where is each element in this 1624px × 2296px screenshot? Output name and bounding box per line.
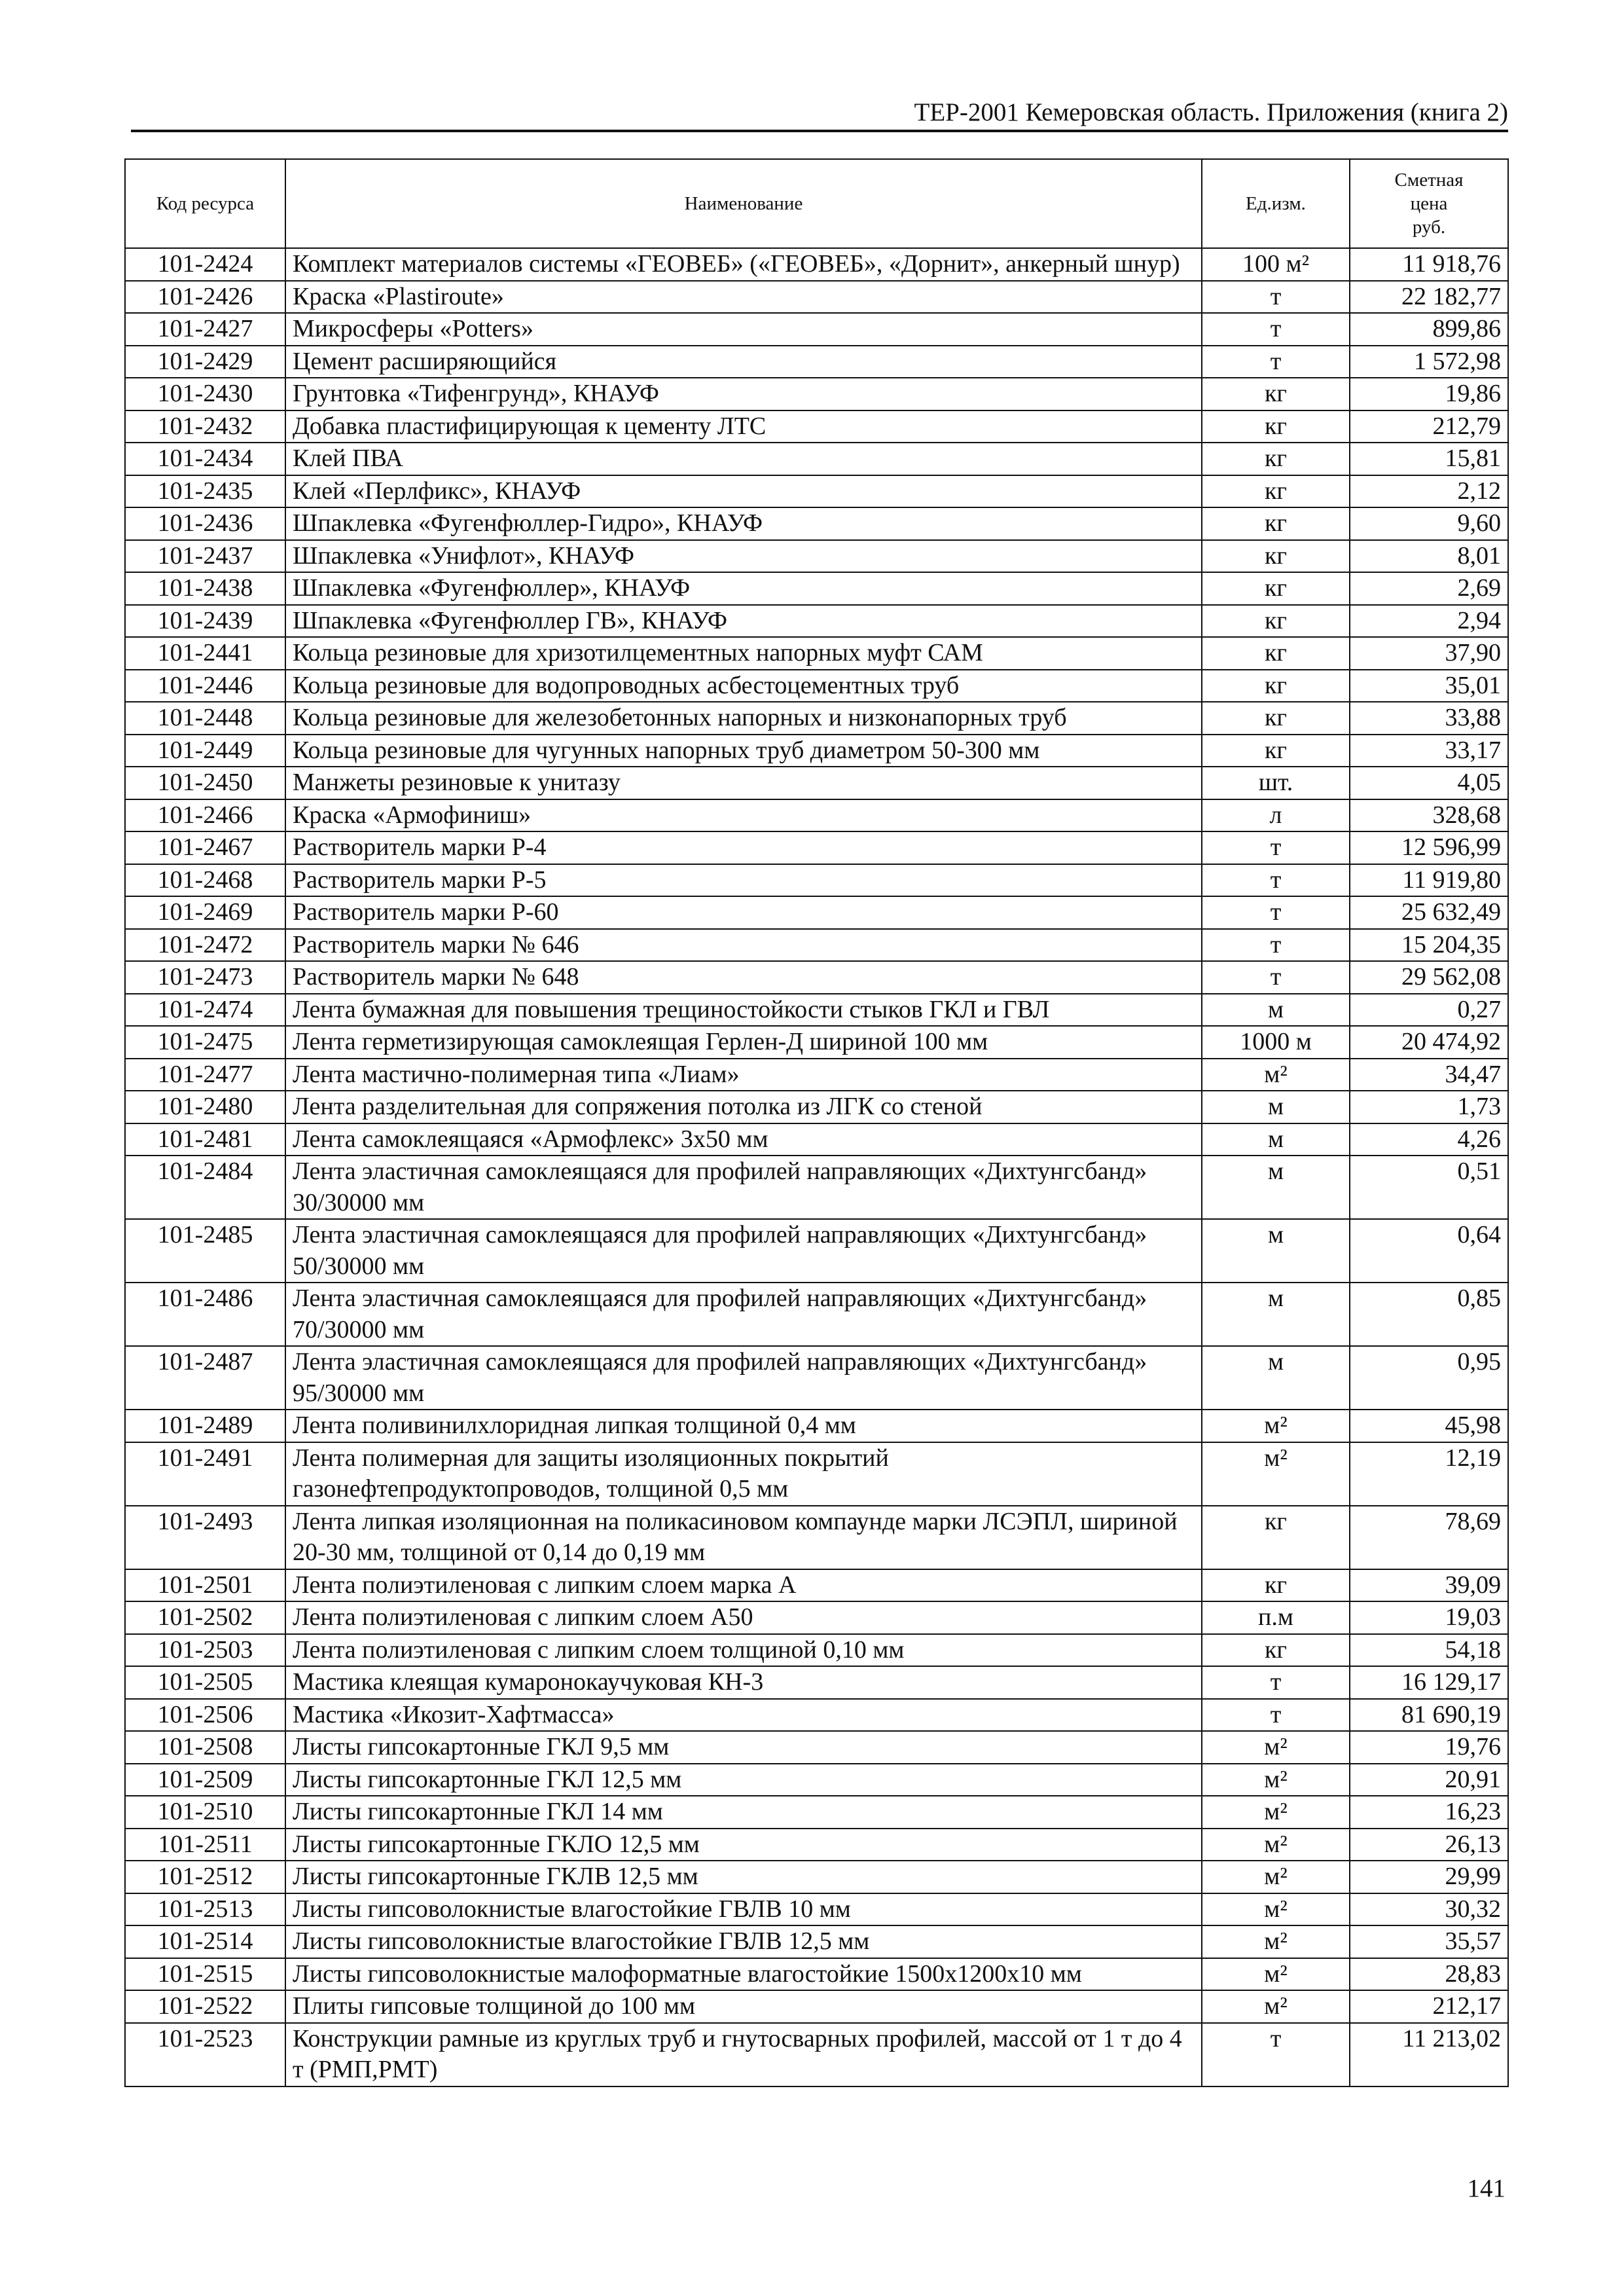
cell-unit: м² bbox=[1202, 1829, 1350, 1861]
table-row bbox=[125, 1861, 1508, 1893]
cell-price: 19,03 bbox=[1350, 1601, 1508, 1634]
cell-code: 101-2468 bbox=[125, 864, 285, 897]
cell-name: Растворитель марки Р-4 bbox=[285, 831, 1202, 864]
cell-code: 101-2426 bbox=[125, 281, 285, 314]
cell-price: 33,88 bbox=[1350, 702, 1508, 735]
table-row bbox=[125, 1796, 1508, 1829]
table-row bbox=[125, 313, 1508, 346]
cell-code: 101-2515 bbox=[125, 1958, 285, 1991]
cell-price: 39,09 bbox=[1350, 1569, 1508, 1602]
cell-unit: м² bbox=[1202, 1059, 1350, 1091]
cell-name: Лента эластичная самоклеящаяся для профилей направляющих «Дихтунгсбанд» 95/30000 мм bbox=[285, 1346, 1202, 1410]
header-rule bbox=[131, 130, 1508, 132]
table-row bbox=[125, 896, 1508, 929]
cell-price: 28,83 bbox=[1350, 1958, 1508, 1991]
cell-code: 101-2474 bbox=[125, 994, 285, 1027]
cell-code: 101-2448 bbox=[125, 702, 285, 735]
cell-price: 4,26 bbox=[1350, 1123, 1508, 1156]
cell-code: 101-2480 bbox=[125, 1091, 285, 1123]
cell-code: 101-2481 bbox=[125, 1123, 285, 1156]
cell-price: 899,86 bbox=[1350, 313, 1508, 346]
table-row bbox=[125, 1506, 1508, 1569]
cell-name: Кольца резиновые для водопроводных асбестоцементных труб bbox=[285, 670, 1202, 702]
cell-code: 101-2523 bbox=[125, 2023, 285, 2086]
cell-price: 212,17 bbox=[1350, 1990, 1508, 2023]
table-row bbox=[125, 605, 1508, 638]
cell-price: 15,81 bbox=[1350, 443, 1508, 475]
cell-unit: м² bbox=[1202, 1990, 1350, 2023]
cell-name: Растворитель марки № 646 bbox=[285, 929, 1202, 962]
cell-name: Листы гипсоволокнистые влагостойкие ГВЛВ 12,5 мм bbox=[285, 1925, 1202, 1958]
table-row bbox=[125, 1925, 1508, 1958]
cell-price: 9,60 bbox=[1350, 507, 1508, 540]
cell-name: Растворитель марки Р-60 bbox=[285, 896, 1202, 929]
cell-price: 19,86 bbox=[1350, 378, 1508, 410]
cell-price: 12 596,99 bbox=[1350, 831, 1508, 864]
table-row bbox=[125, 572, 1508, 605]
cell-name: Растворитель марки Р-5 bbox=[285, 864, 1202, 897]
cell-price: 16 129,17 bbox=[1350, 1666, 1508, 1699]
cell-unit: т bbox=[1202, 2023, 1350, 2086]
cell-price: 1 572,98 bbox=[1350, 346, 1508, 378]
cell-unit: м² bbox=[1202, 1442, 1350, 1506]
cell-unit: кг bbox=[1202, 702, 1350, 735]
cell-price: 11 919,80 bbox=[1350, 864, 1508, 897]
cell-price: 35,57 bbox=[1350, 1925, 1508, 1958]
cell-unit: м² bbox=[1202, 1764, 1350, 1796]
cell-unit: кг bbox=[1202, 735, 1350, 767]
cell-name: Краска «Plastiroute» bbox=[285, 281, 1202, 314]
table-row bbox=[125, 248, 1508, 281]
cell-price: 34,47 bbox=[1350, 1059, 1508, 1091]
cell-unit: м² bbox=[1202, 1861, 1350, 1893]
cell-name: Мастика «Икозит-Хафтмасса» bbox=[285, 1699, 1202, 1732]
cell-code: 101-2491 bbox=[125, 1442, 285, 1506]
cell-code: 101-2505 bbox=[125, 1666, 285, 1699]
cell-name: Листы гипсокартонные ГКЛ 12,5 мм bbox=[285, 1764, 1202, 1796]
cell-unit: кг bbox=[1202, 410, 1350, 443]
cell-unit: т bbox=[1202, 1699, 1350, 1732]
table-row bbox=[125, 1731, 1508, 1764]
cell-code: 101-2503 bbox=[125, 1634, 285, 1667]
table-row bbox=[125, 1958, 1508, 1991]
table-row bbox=[125, 281, 1508, 314]
cell-price: 33,17 bbox=[1350, 735, 1508, 767]
cell-code: 101-2435 bbox=[125, 475, 285, 508]
cell-unit: м² bbox=[1202, 1925, 1350, 1958]
cell-name: Лента эластичная самоклеящаяся для профилей направляющих «Дихтунгсбанд» 70/30000 мм bbox=[285, 1283, 1202, 1346]
cell-unit: т bbox=[1202, 313, 1350, 346]
resource-price-table bbox=[124, 158, 1509, 2087]
cell-name: Листы гипсокартонные ГКЛО 12,5 мм bbox=[285, 1829, 1202, 1861]
cell-name: Шпаклевка «Фугенфюллер-Гидро», КНАУФ bbox=[285, 507, 1202, 540]
table-row bbox=[125, 540, 1508, 573]
cell-price: 19,76 bbox=[1350, 1731, 1508, 1764]
cell-name: Лента полиэтиленовая с липким слоем марка А bbox=[285, 1569, 1202, 1602]
cell-name: Кольца резиновые для железобетонных напорных и низконапорных труб bbox=[285, 702, 1202, 735]
cell-unit: м bbox=[1202, 1219, 1350, 1283]
cell-code: 101-2467 bbox=[125, 831, 285, 864]
cell-name: Лента липкая изоляционная на поликасиновом компаунде марки ЛСЭПЛ, шириной 20-30 мм, толщиной от 0,14 до 0,19 мм bbox=[285, 1506, 1202, 1569]
cell-code: 101-2513 bbox=[125, 1893, 285, 1926]
cell-unit: т bbox=[1202, 929, 1350, 962]
table-row bbox=[125, 864, 1508, 897]
cell-name: Микросферы «Potters» bbox=[285, 313, 1202, 346]
cell-unit: кг bbox=[1202, 1506, 1350, 1569]
cell-code: 101-2473 bbox=[125, 961, 285, 994]
table-row bbox=[125, 2023, 1508, 2086]
cell-name: Шпаклевка «Фугенфюллер», КНАУФ bbox=[285, 572, 1202, 605]
cell-unit: кг bbox=[1202, 572, 1350, 605]
cell-code: 101-2466 bbox=[125, 799, 285, 832]
column-header-code: Код ресурса bbox=[125, 159, 285, 248]
table-row bbox=[125, 831, 1508, 864]
table-row bbox=[125, 443, 1508, 475]
cell-price: 0,27 bbox=[1350, 994, 1508, 1027]
cell-name: Клей ПВА bbox=[285, 443, 1202, 475]
cell-name: Листы гипсокартонные ГКЛ 9,5 мм bbox=[285, 1731, 1202, 1764]
cell-code: 101-2439 bbox=[125, 605, 285, 638]
cell-unit: т bbox=[1202, 346, 1350, 378]
table-row bbox=[125, 1569, 1508, 1602]
cell-name: Клей «Перлфикс», КНАУФ bbox=[285, 475, 1202, 508]
cell-name: Лента поливинилхлоридная липкая толщиной 0,4 мм bbox=[285, 1410, 1202, 1442]
cell-name: Листы гипсоволокнистые влагостойкие ГВЛВ 10 мм bbox=[285, 1893, 1202, 1926]
cell-code: 101-2438 bbox=[125, 572, 285, 605]
cell-name: Краска «Армофиниш» bbox=[285, 799, 1202, 832]
table-row bbox=[125, 735, 1508, 767]
table-row bbox=[125, 767, 1508, 799]
cell-name: Комплект материалов системы «ГЕОВЕБ» («ГЕОВЕБ», «Дорнит», анкерный шнур) bbox=[285, 248, 1202, 281]
cell-code: 101-2502 bbox=[125, 1601, 285, 1634]
table-row bbox=[125, 1990, 1508, 2023]
cell-price: 26,13 bbox=[1350, 1829, 1508, 1861]
cell-name: Листы гипсокартонные ГКЛ 14 мм bbox=[285, 1796, 1202, 1829]
cell-name: Цемент расширяющийся bbox=[285, 346, 1202, 378]
cell-price: 2,69 bbox=[1350, 572, 1508, 605]
cell-unit: м bbox=[1202, 1346, 1350, 1410]
table-row bbox=[125, 475, 1508, 508]
running-header: ТЕР-2001 Кемеровская область. Приложения (книга 2) bbox=[914, 98, 1508, 126]
cell-unit: кг bbox=[1202, 378, 1350, 410]
table-row bbox=[125, 637, 1508, 670]
cell-price: 328,68 bbox=[1350, 799, 1508, 832]
cell-price: 1,73 bbox=[1350, 1091, 1508, 1123]
table-row bbox=[125, 1699, 1508, 1732]
cell-name: Лента эластичная самоклеящаяся для профилей направляющих «Дихтунгсбанд» 50/30000 мм bbox=[285, 1219, 1202, 1283]
cell-price: 0,64 bbox=[1350, 1219, 1508, 1283]
table-row bbox=[125, 1091, 1508, 1123]
cell-unit: м bbox=[1202, 1091, 1350, 1123]
cell-name: Лента эластичная самоклеящаяся для профилей направляющих «Дихтунгсбанд» 30/30000 мм bbox=[285, 1156, 1202, 1219]
cell-unit: м bbox=[1202, 1156, 1350, 1219]
cell-price: 2,12 bbox=[1350, 475, 1508, 508]
table-row bbox=[125, 1026, 1508, 1059]
cell-code: 101-2487 bbox=[125, 1346, 285, 1410]
cell-code: 101-2485 bbox=[125, 1219, 285, 1283]
cell-unit: кг bbox=[1202, 605, 1350, 638]
cell-name: Мастика клеящая кумаронокаучуковая КН-3 bbox=[285, 1666, 1202, 1699]
cell-name: Лента полиэтиленовая с липким слоем А50 bbox=[285, 1601, 1202, 1634]
cell-price: 11 918,76 bbox=[1350, 248, 1508, 281]
table-row bbox=[125, 1283, 1508, 1346]
cell-code: 101-2486 bbox=[125, 1283, 285, 1346]
table-row bbox=[125, 1346, 1508, 1410]
cell-price: 78,69 bbox=[1350, 1506, 1508, 1569]
table-header-row bbox=[125, 159, 1508, 248]
cell-name: Лента разделительная для сопряжения потолка из ЛГК со стеной bbox=[285, 1091, 1202, 1123]
table-row bbox=[125, 1123, 1508, 1156]
table-row bbox=[125, 378, 1508, 410]
cell-code: 101-2511 bbox=[125, 1829, 285, 1861]
cell-name: Листы гипсоволокнистые малоформатные влагостойкие 1500х1200х10 мм bbox=[285, 1958, 1202, 1991]
cell-price: 0,51 bbox=[1350, 1156, 1508, 1219]
cell-unit: т bbox=[1202, 961, 1350, 994]
table-row bbox=[125, 346, 1508, 378]
table-row bbox=[125, 929, 1508, 962]
cell-code: 101-2424 bbox=[125, 248, 285, 281]
cell-name: Шпаклевка «Унифлот», КНАУФ bbox=[285, 540, 1202, 573]
cell-name: Манжеты резиновые к унитазу bbox=[285, 767, 1202, 799]
cell-unit: т bbox=[1202, 864, 1350, 897]
cell-name: Лента самоклеящаяся «Армофлекс» 3х50 мм bbox=[285, 1123, 1202, 1156]
cell-code: 101-2434 bbox=[125, 443, 285, 475]
cell-unit: п.м bbox=[1202, 1601, 1350, 1634]
cell-price: 12,19 bbox=[1350, 1442, 1508, 1506]
cell-name: Грунтовка «Тифенгрунд», КНАУФ bbox=[285, 378, 1202, 410]
cell-unit: кг bbox=[1202, 540, 1350, 573]
cell-price: 16,23 bbox=[1350, 1796, 1508, 1829]
table-row bbox=[125, 961, 1508, 994]
cell-unit: т bbox=[1202, 1666, 1350, 1699]
table-row bbox=[125, 1156, 1508, 1219]
page-number: 141 bbox=[1467, 2174, 1506, 2202]
table-row bbox=[125, 1059, 1508, 1091]
cell-unit: кг bbox=[1202, 507, 1350, 540]
cell-name: Конструкции рамные из круглых труб и гнутосварных профилей, массой от 1 т до 4 т (РМП,РМТ) bbox=[285, 2023, 1202, 2086]
table-row bbox=[125, 507, 1508, 540]
cell-price: 8,01 bbox=[1350, 540, 1508, 573]
cell-name: Добавка пластифицирующая к цементу ЛТС bbox=[285, 410, 1202, 443]
cell-price: 54,18 bbox=[1350, 1634, 1508, 1667]
table-row bbox=[125, 1764, 1508, 1796]
table-row bbox=[125, 1410, 1508, 1442]
cell-name: Листы гипсокартонные ГКЛВ 12,5 мм bbox=[285, 1861, 1202, 1893]
cell-code: 101-2522 bbox=[125, 1990, 285, 2023]
cell-unit: м² bbox=[1202, 1958, 1350, 1991]
cell-price: 20 474,92 bbox=[1350, 1026, 1508, 1059]
cell-unit: л bbox=[1202, 799, 1350, 832]
cell-unit: м bbox=[1202, 1283, 1350, 1346]
table-row bbox=[125, 670, 1508, 702]
cell-code: 101-2512 bbox=[125, 1861, 285, 1893]
cell-code: 101-2432 bbox=[125, 410, 285, 443]
cell-unit: м bbox=[1202, 994, 1350, 1027]
cell-code: 101-2446 bbox=[125, 670, 285, 702]
cell-unit: кг bbox=[1202, 475, 1350, 508]
table-row bbox=[125, 1634, 1508, 1667]
cell-unit: т bbox=[1202, 281, 1350, 314]
cell-price: 81 690,19 bbox=[1350, 1699, 1508, 1732]
table-row bbox=[125, 1829, 1508, 1861]
cell-code: 101-2427 bbox=[125, 313, 285, 346]
cell-price: 15 204,35 bbox=[1350, 929, 1508, 962]
cell-price: 20,91 bbox=[1350, 1764, 1508, 1796]
column-header-unit: Ед.изм. bbox=[1202, 159, 1350, 248]
cell-price: 2,94 bbox=[1350, 605, 1508, 638]
column-header-price: Сметная цена руб. bbox=[1350, 159, 1508, 248]
cell-name: Растворитель марки № 648 bbox=[285, 961, 1202, 994]
cell-unit: кг bbox=[1202, 1634, 1350, 1667]
cell-code: 101-2441 bbox=[125, 637, 285, 670]
cell-unit: м² bbox=[1202, 1893, 1350, 1926]
column-header-name: Наименование bbox=[285, 159, 1202, 248]
cell-unit: 100 м² bbox=[1202, 248, 1350, 281]
cell-code: 101-2436 bbox=[125, 507, 285, 540]
table-row bbox=[125, 1601, 1508, 1634]
table-body bbox=[125, 248, 1508, 2086]
cell-code: 101-2489 bbox=[125, 1410, 285, 1442]
cell-price: 35,01 bbox=[1350, 670, 1508, 702]
cell-price: 212,79 bbox=[1350, 410, 1508, 443]
cell-unit: м² bbox=[1202, 1731, 1350, 1764]
cell-code: 101-2509 bbox=[125, 1764, 285, 1796]
cell-unit: кг bbox=[1202, 637, 1350, 670]
table-row bbox=[125, 1666, 1508, 1699]
table-row bbox=[125, 1893, 1508, 1926]
cell-code: 101-2484 bbox=[125, 1156, 285, 1219]
cell-price: 25 632,49 bbox=[1350, 896, 1508, 929]
cell-price: 29 562,08 bbox=[1350, 961, 1508, 994]
cell-price: 0,85 bbox=[1350, 1283, 1508, 1346]
cell-code: 101-2508 bbox=[125, 1731, 285, 1764]
cell-unit: кг bbox=[1202, 1569, 1350, 1602]
cell-code: 101-2475 bbox=[125, 1026, 285, 1059]
table-row bbox=[125, 994, 1508, 1027]
cell-name: Лента бумажная для повышения трещиностойкости стыков ГКЛ и ГВЛ bbox=[285, 994, 1202, 1027]
cell-code: 101-2449 bbox=[125, 735, 285, 767]
cell-unit: 1000 м bbox=[1202, 1026, 1350, 1059]
cell-name: Лента полиэтиленовая с липким слоем толщиной 0,10 мм bbox=[285, 1634, 1202, 1667]
cell-code: 101-2477 bbox=[125, 1059, 285, 1091]
cell-unit: шт. bbox=[1202, 767, 1350, 799]
cell-code: 101-2506 bbox=[125, 1699, 285, 1732]
cell-code: 101-2472 bbox=[125, 929, 285, 962]
cell-code: 101-2510 bbox=[125, 1796, 285, 1829]
cell-code: 101-2514 bbox=[125, 1925, 285, 1958]
cell-price: 11 213,02 bbox=[1350, 2023, 1508, 2086]
cell-name: Лента полимерная для защиты изоляционных покрытий газонефтепродуктопроводов, толщиной 0,5 мм bbox=[285, 1442, 1202, 1506]
cell-name: Кольца резиновые для хризотилцементных напорных муфт САМ bbox=[285, 637, 1202, 670]
cell-name: Лента герметизирующая самоклеящая Герлен-Д шириной 100 мм bbox=[285, 1026, 1202, 1059]
cell-code: 101-2493 bbox=[125, 1506, 285, 1569]
cell-code: 101-2469 bbox=[125, 896, 285, 929]
cell-price: 37,90 bbox=[1350, 637, 1508, 670]
cell-price: 29,99 bbox=[1350, 1861, 1508, 1893]
cell-unit: кг bbox=[1202, 443, 1350, 475]
table-row bbox=[125, 702, 1508, 735]
cell-unit: м bbox=[1202, 1123, 1350, 1156]
cell-code: 101-2450 bbox=[125, 767, 285, 799]
table-row bbox=[125, 1219, 1508, 1283]
cell-price: 30,32 bbox=[1350, 1893, 1508, 1926]
cell-name: Лента мастично-полимерная типа «Лиам» bbox=[285, 1059, 1202, 1091]
cell-price: 22 182,77 bbox=[1350, 281, 1508, 314]
cell-price: 0,95 bbox=[1350, 1346, 1508, 1410]
cell-code: 101-2437 bbox=[125, 540, 285, 573]
cell-unit: м² bbox=[1202, 1410, 1350, 1442]
table-row bbox=[125, 799, 1508, 832]
cell-price: 45,98 bbox=[1350, 1410, 1508, 1442]
cell-name: Плиты гипсовые толщиной до 100 мм bbox=[285, 1990, 1202, 2023]
cell-code: 101-2429 bbox=[125, 346, 285, 378]
table-row bbox=[125, 1442, 1508, 1506]
cell-unit: кг bbox=[1202, 670, 1350, 702]
cell-name: Шпаклевка «Фугенфюллер ГВ», КНАУФ bbox=[285, 605, 1202, 638]
cell-code: 101-2501 bbox=[125, 1569, 285, 1602]
cell-name: Кольца резиновые для чугунных напорных труб диаметром 50-300 мм bbox=[285, 735, 1202, 767]
cell-unit: т bbox=[1202, 896, 1350, 929]
cell-code: 101-2430 bbox=[125, 378, 285, 410]
cell-unit: м² bbox=[1202, 1796, 1350, 1829]
cell-unit: т bbox=[1202, 831, 1350, 864]
table-row bbox=[125, 410, 1508, 443]
cell-price: 4,05 bbox=[1350, 767, 1508, 799]
